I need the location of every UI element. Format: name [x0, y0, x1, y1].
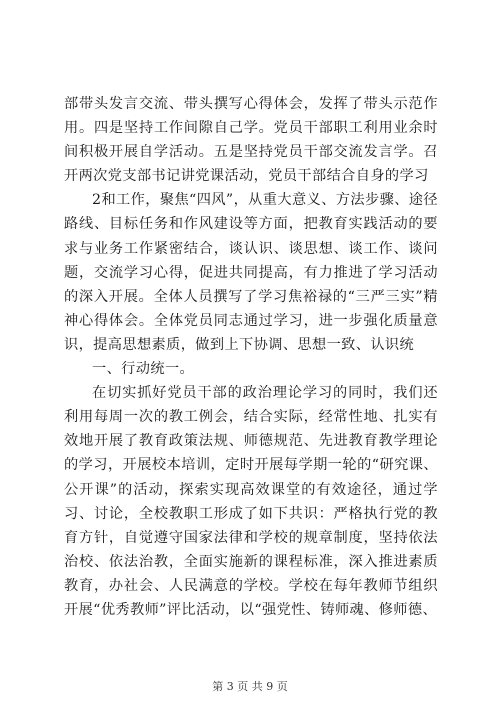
paragraph: 部带头发言交流、带头撰写心得体会，发挥了带头示范作用。四是坚持工作间隙自己学。党员干部职工利用业余时间积极开展自学活动。五是坚持党员干部交流发言学。召开两次党支部书记讲党课活动，党员干部结合自身的学习	[64, 96, 438, 185]
document-body	[64, 92, 438, 622]
paragraph: 在切实抓好党员干部的政治理论学习的同时，我们还利用每周一次的教工例会，结合实际，经常性地、扎实有效地开展了教育政策法规、师德规范、先进教育教学理论的学习，开展校本培训，定时开展每学期一轮的“研究课、公开课”的活动，探索实现高效课堂的有效途径，通过学习、讨论，全校教职工形成了如下共识：严格执行党的教育方针，自觉遵守国家法律和学校的规章制度，坚持依法治校、依法治教，全面实施新的课程标准，深入推进素质教育，办社会、人民满意的学校。学校在每年教师节组织开展“优秀教师”评比活动，以“强党性、铸师魂、修师德、	[64, 385, 438, 618]
page-number-footer: 第 3 页 共 9 页	[212, 680, 288, 693]
section-heading: 一、行动统一。	[92, 361, 195, 378]
paragraph: 2和工作，聚焦“四风”，从重大意义、方法步骤、途径路线、目标任务和作风建设等方面，把教育实践活动的要求与业务工作紧密结合，谈认识、谈思想、谈工作、谈问题，交流学习心得，促进共同提高，有力推进了学习活动的深入开展。全体人员撰写了学习焦裕禄的“三严三实”精神心得体会。全体党员同志通过学习，进一步强化质量意识，提高思想素质，做到上下协调、思想一致、认识统	[64, 192, 438, 353]
